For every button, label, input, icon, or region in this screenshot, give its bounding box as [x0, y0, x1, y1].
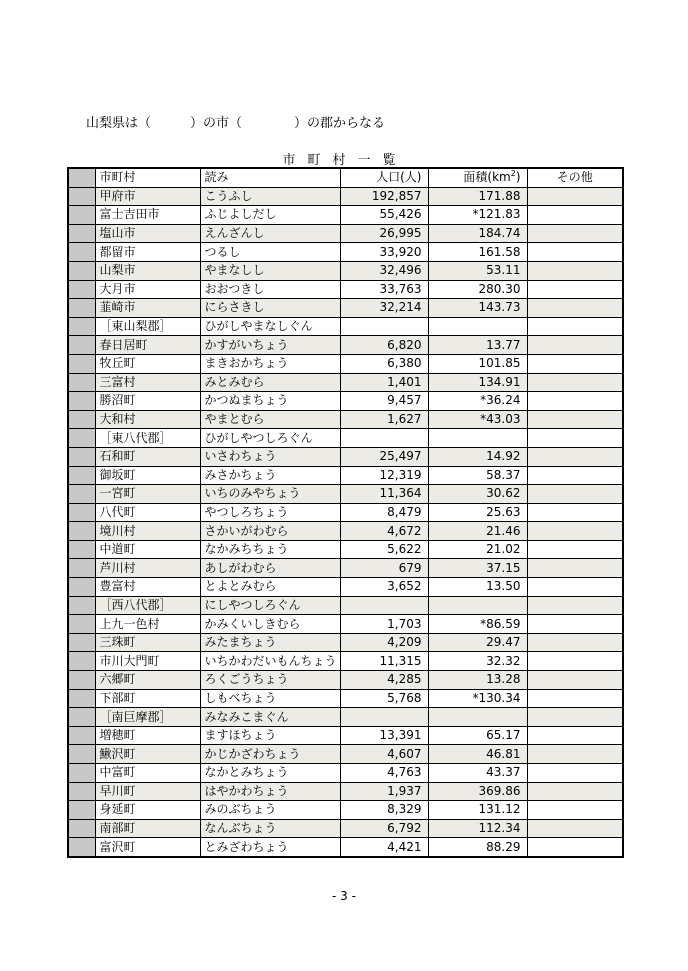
cell-reading: おおつきし: [200, 280, 340, 299]
row-index-cell: [68, 280, 95, 299]
table-row: [68, 838, 623, 857]
cell-population: [340, 317, 428, 336]
row-index-cell: [68, 671, 95, 690]
cell-population: 4,421: [340, 838, 428, 857]
cell-name: 石和町: [95, 447, 200, 466]
cell-area: 65.17: [428, 726, 527, 745]
cell-other: [527, 540, 623, 559]
cell-population: 1,937: [340, 782, 428, 801]
cell-population: 1,401: [340, 373, 428, 392]
cell-name: 身延町: [95, 801, 200, 820]
cell-name: 下部町: [95, 689, 200, 708]
cell-area: 369.86: [428, 782, 527, 801]
row-index-cell: [68, 801, 95, 820]
table-row: [68, 596, 623, 615]
cell-other: [527, 559, 623, 578]
cell-reading: なかみちちょう: [200, 540, 340, 559]
cell-population: 32,214: [340, 299, 428, 318]
table-row: [68, 819, 623, 838]
row-index-cell: [68, 764, 95, 783]
table-row: [68, 708, 623, 727]
header-area-sup: 2: [510, 169, 516, 179]
cell-reading: やつしろちょう: [200, 503, 340, 522]
table-row: [68, 447, 623, 466]
table-row: [68, 745, 623, 764]
cell-area: 13.50: [428, 578, 527, 597]
row-index-cell: [68, 503, 95, 522]
cell-population: 13,391: [340, 726, 428, 745]
cell-other: [527, 243, 623, 262]
cell-population: 6,792: [340, 819, 428, 838]
cell-area: 46.81: [428, 745, 527, 764]
row-index-cell: [68, 168, 95, 187]
row-index-cell: [68, 745, 95, 764]
cell-name: 勝沼町: [95, 392, 200, 411]
row-index-cell: [68, 336, 95, 355]
cell-population: 5,622: [340, 540, 428, 559]
cell-area: 14.92: [428, 447, 527, 466]
table-row: [68, 671, 623, 690]
table-row: [68, 410, 623, 429]
cell-population: 33,920: [340, 243, 428, 262]
cell-area: *130.34: [428, 689, 527, 708]
header-row: [68, 168, 623, 187]
row-index-cell: [68, 410, 95, 429]
table-row: [68, 392, 623, 411]
table-row: [68, 187, 623, 206]
cell-population: 32,496: [340, 261, 428, 280]
table-row: [68, 503, 623, 522]
table-row: [68, 726, 623, 745]
row-index-cell: [68, 782, 95, 801]
cell-name: 三珠町: [95, 633, 200, 652]
cell-reading: ろくごうちょう: [200, 671, 340, 690]
cell-population: 9,457: [340, 392, 428, 411]
cell-reading: ひがしやつしろぐん: [200, 429, 340, 448]
header-area-prefix: 面積(km: [463, 170, 511, 185]
cell-other: [527, 726, 623, 745]
cell-population: 12,319: [340, 466, 428, 485]
cell-other: [527, 615, 623, 634]
cell-other: [527, 466, 623, 485]
cell-name: 春日居町: [95, 336, 200, 355]
table-row: [68, 299, 623, 318]
cell-population: 4,672: [340, 522, 428, 541]
cell-reading: かつぬまちょう: [200, 392, 340, 411]
row-index-cell: [68, 485, 95, 504]
cell-population: 4,607: [340, 745, 428, 764]
table-title: 市町村一覧: [282, 153, 408, 168]
cell-area: 43.37: [428, 764, 527, 783]
cell-reading: えんざんし: [200, 224, 340, 243]
cell-area: *121.83: [428, 206, 527, 225]
cell-area: [428, 596, 527, 615]
cell-name: 豊富村: [95, 578, 200, 597]
table-row: [68, 317, 623, 336]
cell-other: [527, 429, 623, 448]
header-area: [428, 168, 527, 187]
cell-area: 37.15: [428, 559, 527, 578]
cell-population: 4,763: [340, 764, 428, 783]
cell-other: [527, 485, 623, 504]
cell-name: 御坂町: [95, 466, 200, 485]
cell-other: [527, 801, 623, 820]
row-index-cell: [68, 373, 95, 392]
cell-reading: いちのみやちょう: [200, 485, 340, 504]
cell-reading: とみざわちょう: [200, 838, 340, 857]
cell-other: [527, 261, 623, 280]
cell-name: 韮崎市: [95, 299, 200, 318]
cell-name: 鰍沢町: [95, 745, 200, 764]
cell-area: 21.46: [428, 522, 527, 541]
cell-name: 都留市: [95, 243, 200, 262]
table-row: [68, 615, 623, 634]
cell-reading: みさかちょう: [200, 466, 340, 485]
cell-reading: みなみこまぐん: [200, 708, 340, 727]
cell-reading: やまとむら: [200, 410, 340, 429]
cell-name: 市川大門町: [95, 652, 200, 671]
table-row: [68, 559, 623, 578]
cell-reading: みとみむら: [200, 373, 340, 392]
row-index-cell: [68, 447, 95, 466]
cell-population: 33,763: [340, 280, 428, 299]
cell-name: 芦川村: [95, 559, 200, 578]
cell-other: [527, 671, 623, 690]
cell-area: 143.73: [428, 299, 527, 318]
cell-name: ［東八代郡］: [95, 429, 200, 448]
cell-reading: しもべちょう: [200, 689, 340, 708]
cell-name: ［南巨摩郡］: [95, 708, 200, 727]
cell-name: 三富村: [95, 373, 200, 392]
cell-area: 101.85: [428, 354, 527, 373]
row-index-cell: [68, 466, 95, 485]
table-row: [68, 782, 623, 801]
cell-reading: こうふし: [200, 187, 340, 206]
table-row: [68, 485, 623, 504]
cell-reading: やまなしし: [200, 261, 340, 280]
row-index-cell: [68, 206, 95, 225]
cell-area: *36.24: [428, 392, 527, 411]
cell-reading: つるし: [200, 243, 340, 262]
cell-name: 山梨市: [95, 261, 200, 280]
table-row: [68, 689, 623, 708]
table-body: [68, 168, 623, 857]
cell-population: 4,209: [340, 633, 428, 652]
row-index-cell: [68, 540, 95, 559]
cell-population: 679: [340, 559, 428, 578]
cell-area: 21.02: [428, 540, 527, 559]
cell-area: 13.28: [428, 671, 527, 690]
cell-area: 184.74: [428, 224, 527, 243]
cell-population: 8,479: [340, 503, 428, 522]
header-area-suffix: ): [515, 170, 521, 185]
table-row: [68, 801, 623, 820]
row-index-cell: [68, 652, 95, 671]
table-row: [68, 633, 623, 652]
cell-other: [527, 224, 623, 243]
cell-population: 11,315: [340, 652, 428, 671]
cell-name: 六郷町: [95, 671, 200, 690]
cell-other: [527, 187, 623, 206]
cell-population: 3,652: [340, 578, 428, 597]
cell-name: 塩山市: [95, 224, 200, 243]
cell-population: [340, 708, 428, 727]
row-index-cell: [68, 522, 95, 541]
row-index-cell: [68, 708, 95, 727]
cell-other: [527, 336, 623, 355]
cell-area: *86.59: [428, 615, 527, 634]
cell-name: 上九一色村: [95, 615, 200, 634]
cell-name: 牧丘町: [95, 354, 200, 373]
row-index-cell: [68, 224, 95, 243]
row-index-cell: [68, 261, 95, 280]
cell-name: 富士吉田市: [95, 206, 200, 225]
cell-name: 大和村: [95, 410, 200, 429]
row-index-cell: [68, 187, 95, 206]
cell-reading: さかいがわむら: [200, 522, 340, 541]
cell-reading: ひがしやまなしぐん: [200, 317, 340, 336]
cell-area: 112.34: [428, 819, 527, 838]
cell-area: 53.11: [428, 261, 527, 280]
cell-other: [527, 280, 623, 299]
cell-population: 11,364: [340, 485, 428, 504]
cell-other: [527, 392, 623, 411]
cell-other: [527, 503, 623, 522]
cell-reading: かじかざわちょう: [200, 745, 340, 764]
cell-population: 6,380: [340, 354, 428, 373]
cell-area: 280.30: [428, 280, 527, 299]
cell-reading: まきおかちょう: [200, 354, 340, 373]
cell-population: 8,329: [340, 801, 428, 820]
cell-other: [527, 373, 623, 392]
row-index-cell: [68, 317, 95, 336]
cell-name: 増穂町: [95, 726, 200, 745]
intro-sentence: 山梨県は（ ）の市（ ）の郡からなる: [86, 116, 386, 131]
cell-other: [527, 764, 623, 783]
cell-area: 30.62: [428, 485, 527, 504]
cell-other: [527, 633, 623, 652]
row-index-cell: [68, 354, 95, 373]
header-name: 市町村: [95, 168, 200, 187]
cell-name: 早川町: [95, 782, 200, 801]
cell-reading: にしやつしろぐん: [200, 596, 340, 615]
cell-area: 171.88: [428, 187, 527, 206]
cell-reading: にらさきし: [200, 299, 340, 318]
cell-other: [527, 782, 623, 801]
cell-area: 32.32: [428, 652, 527, 671]
row-index-cell: [68, 578, 95, 597]
cell-name: 富沢町: [95, 838, 200, 857]
cell-other: [527, 745, 623, 764]
cell-name: 大月市: [95, 280, 200, 299]
table-row: [68, 522, 623, 541]
cell-name: 八代町: [95, 503, 200, 522]
cell-name: 境川村: [95, 522, 200, 541]
cell-other: [527, 708, 623, 727]
cell-name: 南部町: [95, 819, 200, 838]
header-population: 人口(人): [340, 168, 428, 187]
cell-name: 甲府市: [95, 187, 200, 206]
cell-area: [428, 317, 527, 336]
cell-population: 5,768: [340, 689, 428, 708]
cell-name: ［東山梨郡］: [95, 317, 200, 336]
cell-reading: かすがいちょう: [200, 336, 340, 355]
table-row: [68, 336, 623, 355]
cell-name: ［西八代郡］: [95, 596, 200, 615]
cell-area: 25.63: [428, 503, 527, 522]
table-row: [68, 540, 623, 559]
cell-reading: かみくいしきむら: [200, 615, 340, 634]
cell-reading: なんぶちょう: [200, 819, 340, 838]
table-row: [68, 280, 623, 299]
page-number: - 3 -: [332, 889, 356, 903]
cell-other: [527, 317, 623, 336]
cell-other: [527, 652, 623, 671]
cell-name: 中富町: [95, 764, 200, 783]
cell-other: [527, 838, 623, 857]
cell-other: [527, 354, 623, 373]
cell-reading: ますほちょう: [200, 726, 340, 745]
table-row: [68, 652, 623, 671]
cell-population: 25,497: [340, 447, 428, 466]
cell-population: [340, 429, 428, 448]
cell-area: 161.58: [428, 243, 527, 262]
header-other: その他: [527, 168, 623, 187]
cell-other: [527, 578, 623, 597]
cell-population: 192,857: [340, 187, 428, 206]
table-row: [68, 764, 623, 783]
header-reading: 読み: [200, 168, 340, 187]
cell-reading: ふじよしだし: [200, 206, 340, 225]
cell-area: 88.29: [428, 838, 527, 857]
cell-other: [527, 596, 623, 615]
cell-name: 中道町: [95, 540, 200, 559]
cell-reading: はやかわちょう: [200, 782, 340, 801]
municipality-table: [67, 167, 624, 858]
cell-other: [527, 689, 623, 708]
row-index-cell: [68, 838, 95, 857]
table-row: [68, 466, 623, 485]
cell-other: [527, 522, 623, 541]
table-row: [68, 354, 623, 373]
table-row: [68, 578, 623, 597]
cell-population: 4,285: [340, 671, 428, 690]
cell-reading: とよとみむら: [200, 578, 340, 597]
cell-area: 134.91: [428, 373, 527, 392]
cell-population: 1,627: [340, 410, 428, 429]
cell-name: 一宮町: [95, 485, 200, 504]
cell-reading: なかとみちょう: [200, 764, 340, 783]
cell-reading: いちかわだいもんちょう: [200, 652, 340, 671]
cell-area: 29.47: [428, 633, 527, 652]
cell-reading: あしがわむら: [200, 559, 340, 578]
table-row: [68, 206, 623, 225]
cell-reading: みのぶちょう: [200, 801, 340, 820]
cell-population: 6,820: [340, 336, 428, 355]
cell-other: [527, 410, 623, 429]
cell-area: [428, 708, 527, 727]
row-index-cell: [68, 429, 95, 448]
cell-population: [340, 596, 428, 615]
row-index-cell: [68, 243, 95, 262]
row-index-cell: [68, 596, 95, 615]
row-index-cell: [68, 299, 95, 318]
cell-other: [527, 447, 623, 466]
cell-population: 1,703: [340, 615, 428, 634]
row-index-cell: [68, 633, 95, 652]
table-row: [68, 373, 623, 392]
cell-other: [527, 299, 623, 318]
row-index-cell: [68, 689, 95, 708]
cell-population: 55,426: [340, 206, 428, 225]
cell-area: *43.03: [428, 410, 527, 429]
table-row: [68, 429, 623, 448]
cell-area: [428, 429, 527, 448]
cell-population: 26,995: [340, 224, 428, 243]
table-row: [68, 243, 623, 262]
table-row: [68, 261, 623, 280]
row-index-cell: [68, 819, 95, 838]
cell-reading: いさわちょう: [200, 447, 340, 466]
cell-other: [527, 819, 623, 838]
cell-area: 13.77: [428, 336, 527, 355]
table-row: [68, 224, 623, 243]
cell-area: 58.37: [428, 466, 527, 485]
cell-reading: みたまちょう: [200, 633, 340, 652]
cell-area: 131.12: [428, 801, 527, 820]
row-index-cell: [68, 726, 95, 745]
row-index-cell: [68, 559, 95, 578]
row-index-cell: [68, 392, 95, 411]
cell-other: [527, 206, 623, 225]
row-index-cell: [68, 615, 95, 634]
